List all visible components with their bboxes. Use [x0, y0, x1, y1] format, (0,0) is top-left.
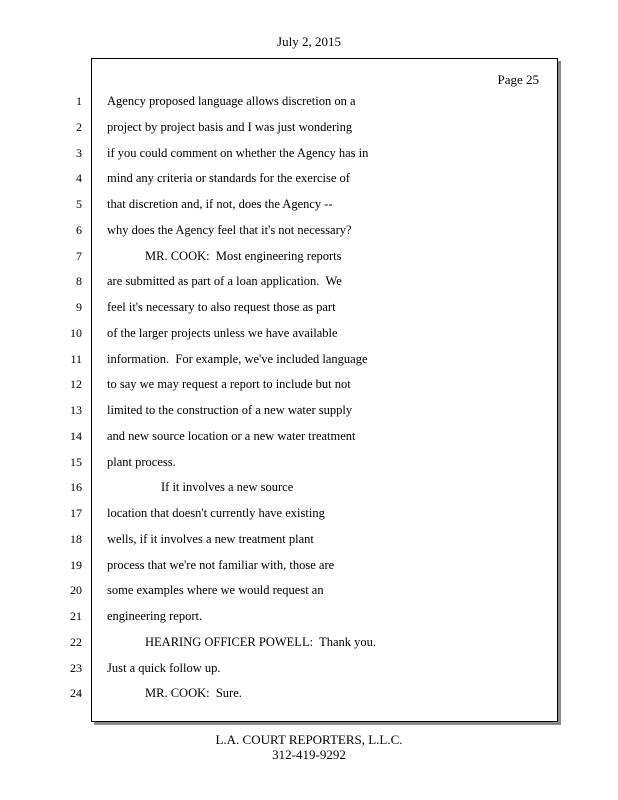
header-date: July 2, 2015: [277, 34, 341, 49]
transcript-line: to say we may request a report to include but not: [107, 377, 351, 392]
line-number: 21: [70, 609, 82, 623]
line-number: 19: [70, 557, 82, 572]
footer-phone: 312-419-9292: [272, 747, 346, 762]
transcript-line: MR. COOK: Sure.: [145, 686, 242, 701]
line-number: 1: [76, 94, 82, 108]
footer-company: L.A. COURT REPORTERS, L.L.C.: [215, 732, 403, 747]
line-number: 8: [76, 274, 82, 289]
line-number: 9: [76, 300, 82, 314]
line-number: 23: [70, 660, 82, 675]
transcript-line: why does the Agency feel that it's not necessary?: [107, 222, 352, 237]
transcript-line: of the larger projects unless we have available: [107, 325, 338, 340]
line-number: 14: [70, 428, 82, 443]
line-number: 13: [70, 403, 82, 417]
line-number: 22: [70, 634, 82, 649]
transcript-line: information. For example, we've included language: [107, 351, 368, 366]
footer: [0, 732, 618, 762]
line-numbers: [0, 91, 82, 709]
line-number: 11: [70, 351, 82, 366]
transcript-line: MR. COOK: Most engineering reports: [145, 248, 342, 263]
page-number: Page 25: [497, 72, 539, 87]
line-number: 17: [70, 506, 82, 520]
line-number: 12: [70, 377, 82, 392]
line-number: 20: [70, 583, 82, 598]
transcript-line: are submitted as part of a loan application. We: [107, 274, 342, 289]
transcript-line: Agency proposed language allows discretion on a: [107, 94, 356, 108]
transcript-line: and new source location or a new water treatment: [107, 428, 356, 443]
line-number: 16: [70, 480, 82, 495]
transcript-line: HEARING OFFICER POWELL: Thank you.: [145, 634, 377, 649]
transcript-line: mind any criteria or standards for the exercise of: [107, 171, 350, 186]
transcript-line: engineering report.: [107, 609, 203, 623]
line-number: 5: [76, 197, 82, 211]
transcript-text: [107, 91, 547, 709]
line-number: 7: [76, 248, 82, 263]
line-number: 18: [70, 531, 82, 546]
line-number: 3: [76, 145, 82, 160]
line-number: 6: [76, 222, 82, 237]
line-number: 15: [70, 454, 82, 469]
transcript-line: limited to the construction of a new water supply: [107, 403, 353, 417]
line-number: 10: [70, 325, 82, 340]
line-number: 2: [76, 119, 82, 134]
transcript-line: wells, if it involves a new treatment plant: [107, 531, 314, 546]
transcript-line: process that we're not familiar with, those are: [107, 557, 335, 572]
transcript-line: that discretion and, if not, does the Agency --: [107, 197, 333, 211]
transcript-line: location that doesn't currently have existing: [107, 506, 325, 520]
transcript-line: plant process.: [107, 454, 176, 469]
transcript-line: project by project basis and I was just wondering: [107, 119, 353, 134]
transcript-line: some examples where we would request an: [107, 583, 324, 598]
line-number: 24: [70, 686, 82, 701]
transcript-line: feel it's necessary to also request those as part: [107, 300, 336, 314]
line-number: 4: [76, 171, 82, 186]
transcript-line: If it involves a new source: [161, 480, 294, 495]
transcript-line: Just a quick follow up.: [107, 660, 221, 675]
transcript-line: if you could comment on whether the Agency has in: [107, 145, 369, 160]
